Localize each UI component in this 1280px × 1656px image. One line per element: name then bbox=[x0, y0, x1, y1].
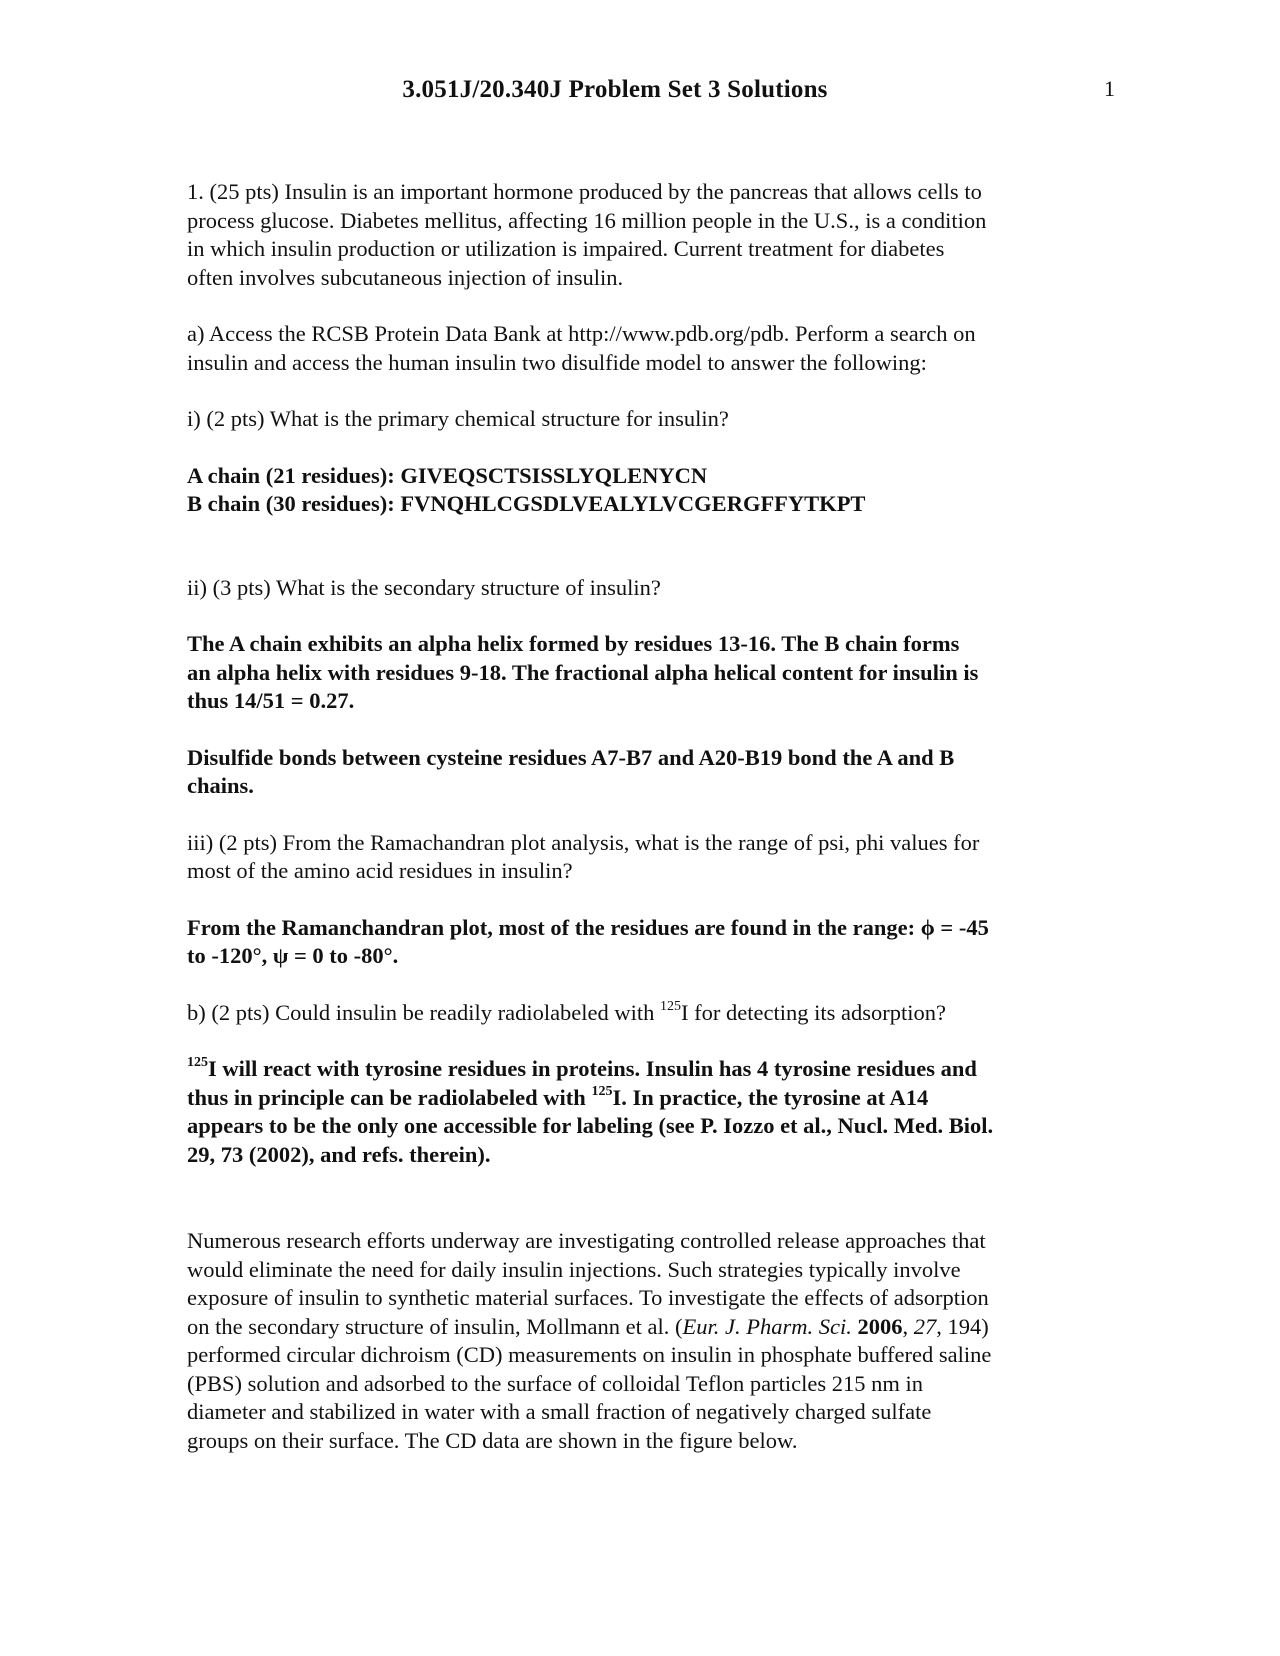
part-i-answer bbox=[187, 462, 1087, 519]
part-iii-question bbox=[187, 829, 1087, 886]
text-run: I will react with tyrosine residues in proteins. Insulin has 4 tyrosine residues and bbox=[208, 1056, 977, 1081]
text-line: insulin and access the human insulin two disulfide model to answer the following: bbox=[187, 349, 927, 375]
text-line: 1. (25 pts) Insulin is an important hormone produced by the pancreas that allows cells to bbox=[187, 179, 982, 204]
citation-year: 2006 bbox=[857, 1313, 903, 1339]
page-number: 1 bbox=[1104, 76, 1115, 101]
part-b-question bbox=[187, 999, 1087, 1028]
text-line: chains. bbox=[187, 773, 254, 798]
b-chain-sequence: B chain (30 residues): FVNQHLCGSDLVEALYLVCGERGFFYTKPT bbox=[187, 491, 866, 516]
part-ii-answer-helix bbox=[187, 630, 1087, 716]
text-line: thus 14/51 = 0.27. bbox=[187, 688, 355, 713]
part-ii-answer-disulfide bbox=[187, 744, 1087, 801]
citation-volume: 27 bbox=[913, 1313, 937, 1339]
isotope-superscript: 125 bbox=[187, 1055, 208, 1070]
text-line: would eliminate the need for daily insulin injections. Such strategies typically involve bbox=[187, 1256, 961, 1282]
text-line: iii) (2 pts) From the Ramachandran plot analysis, what is the range of psi, phi values for bbox=[187, 829, 980, 855]
part-ii-question: ii) (3 pts) What is the secondary structure of insulin? bbox=[187, 574, 661, 600]
text-line: performed circular dichroism (CD) measurements on insulin in phosphate buffered saline bbox=[187, 1342, 992, 1367]
text-line: The A chain exhibits an alpha helix formed by residues 13-16. The B chain forms bbox=[187, 631, 960, 656]
text-line bbox=[187, 1084, 1087, 1113]
page-title: 3.051J/20.340J Problem Set 3 Solutions bbox=[402, 76, 828, 103]
isotope-superscript: 125 bbox=[591, 1083, 613, 1099]
text-line: 29, 73 (2002), and refs. therein). bbox=[187, 1141, 491, 1167]
text-run: thus in principle can be radiolabeled with bbox=[187, 1084, 592, 1110]
text-line: Disulfide bonds between cysteine residues A7-B7 and A20-B19 bond the A and B bbox=[187, 744, 955, 770]
isotope-superscript: 125 bbox=[660, 998, 682, 1014]
text-run: , 194) bbox=[936, 1313, 989, 1339]
document-body bbox=[187, 178, 1087, 1455]
text-line: Numerous research efforts underway are investigating controlled release approaches that bbox=[187, 1228, 986, 1253]
text-line: to -120°, ψ = 0 to -80°. bbox=[187, 943, 399, 968]
part-iii-answer bbox=[187, 914, 1087, 971]
text-line: in which insulin production or utilization is impaired. Current treatment for diabetes bbox=[187, 236, 945, 261]
text-line: a) Access the RCSB Protein Data Bank at http://www.pdb.org/pdb. Perform a search on bbox=[187, 321, 976, 346]
question-1-intro bbox=[187, 178, 1087, 292]
text-run: I for detecting its adsorption? bbox=[681, 999, 946, 1025]
text-line bbox=[187, 1055, 1087, 1084]
text-line: an alpha helix with residues 9-18. The fractional alpha helical content for insulin is bbox=[187, 659, 979, 685]
part-b-answer bbox=[187, 1055, 1087, 1169]
closing-paragraph bbox=[187, 1227, 1087, 1455]
part-a-prompt bbox=[187, 320, 1087, 377]
text-line: on the secondary structure of insulin, Mollmann et al. (Eur. J. Pharm. Sci. 2006, 27, 194) bbox=[187, 1313, 989, 1339]
text-line: most of the amino acid residues in insulin? bbox=[187, 858, 573, 883]
text-line: groups on their surface. The CD data are shown in the figure below. bbox=[187, 1427, 798, 1453]
text-line: appears to be the only one accessible for labeling (see P. Iozzo et al., Nucl. Med. Biol. bbox=[187, 1113, 994, 1138]
text-line: often involves subcutaneous injection of insulin. bbox=[187, 264, 624, 290]
text-line: process glucose. Diabetes mellitus, affecting 16 million people in the U.S., is a condition bbox=[187, 207, 987, 233]
text-run: I. In practice, the tyrosine at A14 bbox=[612, 1084, 929, 1110]
text-line: From the Ramanchandran plot, most of the residues are found in the range: ϕ = -45 bbox=[187, 914, 989, 940]
journal-name: Eur. J. Pharm. Sci. bbox=[682, 1313, 852, 1339]
part-i-question: i) (2 pts) What is the primary chemical structure for insulin? bbox=[187, 406, 729, 431]
text-run: b) (2 pts) Could insulin be readily radiolabeled with bbox=[187, 999, 661, 1025]
text-line: diameter and stabilized in water with a small fraction of negatively charged sulfate bbox=[187, 1399, 932, 1424]
text-line: (PBS) solution and adsorbed to the surface of colloidal Teflon particles 215 nm in bbox=[187, 1370, 923, 1396]
a-chain-sequence: A chain (21 residues): GIVEQSCTSISSLYQLENYCN bbox=[187, 462, 708, 488]
text-run: on the secondary structure of insulin, Mollmann et al. ( bbox=[187, 1313, 683, 1339]
text-line: exposure of insulin to synthetic material surfaces. To investigate the effects of adsorption bbox=[187, 1285, 989, 1310]
